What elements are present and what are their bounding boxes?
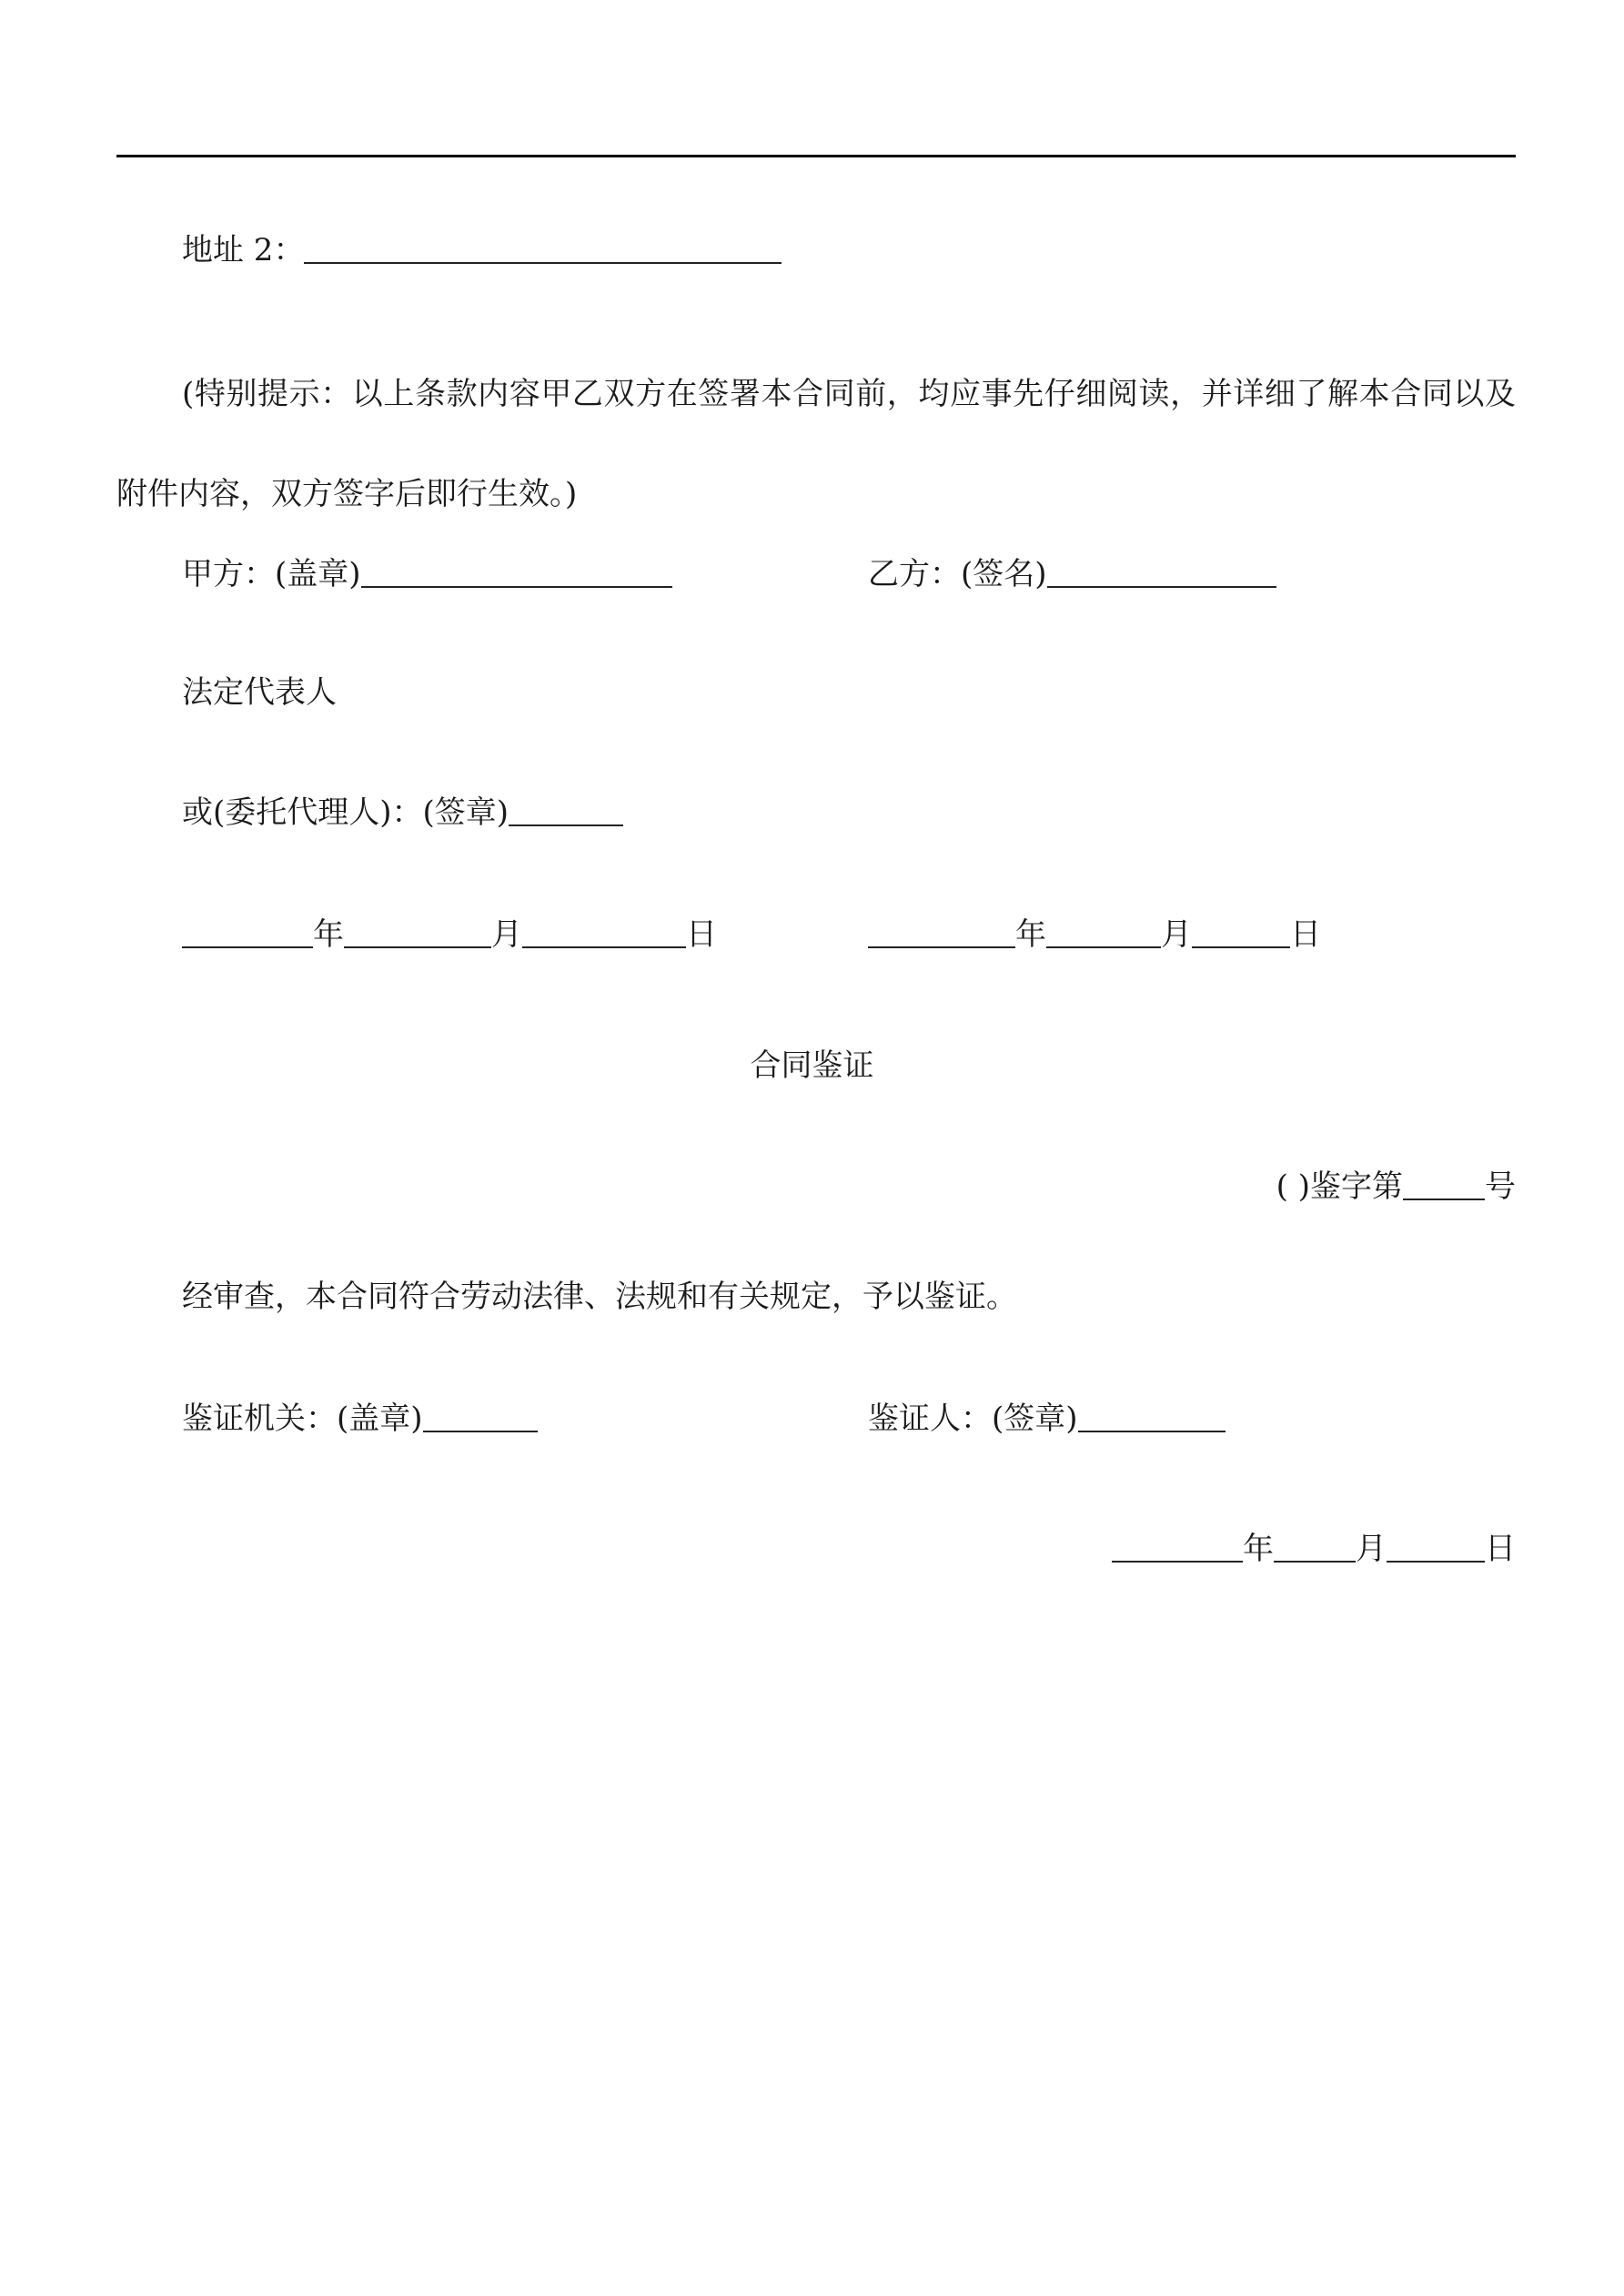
verifier-blank[interactable] <box>1078 1403 1226 1432</box>
v-date-day-blank[interactable] <box>1387 1533 1485 1563</box>
legal-representative: 法定代表人 <box>182 674 337 711</box>
verification-statement: 经审查，本合同符合劳动法律、法规和有关规定，予以鉴证。 <box>182 1279 1017 1315</box>
v-date-year: 年 <box>1243 1531 1274 1567</box>
date-a-day: 日 <box>686 916 717 953</box>
party-b-line <box>868 556 1276 592</box>
header-rule <box>116 155 1516 157</box>
address2-label: 地址 2： <box>182 232 305 268</box>
v-date-year-blank[interactable] <box>1112 1533 1243 1563</box>
date-b-month: 月 <box>1161 916 1192 953</box>
date-b-year: 年 <box>1015 916 1046 953</box>
date-a-month-blank[interactable] <box>344 919 491 948</box>
v-date-day: 日 <box>1485 1531 1516 1567</box>
authority-blank[interactable] <box>423 1403 538 1432</box>
agent-label: 或(委托代理人)：(签章) <box>182 794 509 831</box>
verifier-label: 鉴证人：(签章) <box>868 1401 1078 1437</box>
special-notice: (特别提示：以上条款内容甲乙双方在签署本合同前，均应事先仔细阅读，并详细了解本合同以及附件内容，双方签字后即行生效。) <box>116 376 1516 512</box>
party-a-line <box>182 556 672 592</box>
v-date-month-blank[interactable] <box>1274 1533 1356 1563</box>
date-b-day-blank[interactable] <box>1192 919 1290 948</box>
party-b-blank[interactable] <box>1047 559 1276 588</box>
party-a-blank[interactable] <box>361 559 672 588</box>
party-b-label: 乙方：(签名) <box>868 556 1047 592</box>
agent-blank[interactable] <box>509 797 623 826</box>
date-b-year-blank[interactable] <box>868 919 1015 948</box>
address2-line <box>182 232 782 268</box>
date-a-line <box>182 916 717 953</box>
ref-suffix: 号 <box>1485 1168 1516 1205</box>
ref-prefix: ( )鉴字第 <box>1276 1168 1403 1205</box>
date-b-day: 日 <box>1290 916 1321 953</box>
date-b-line <box>868 916 1321 953</box>
authority-line <box>182 1401 538 1437</box>
date-a-month: 月 <box>491 916 522 953</box>
address2-blank[interactable] <box>304 235 782 264</box>
date-b-month-blank[interactable] <box>1046 919 1161 948</box>
date-a-year: 年 <box>313 916 344 953</box>
date-a-year-blank[interactable] <box>182 919 313 948</box>
party-a-label: 甲方：(盖章) <box>182 556 361 592</box>
verification-title: 合同鉴证 <box>750 1047 874 1084</box>
ref-number-blank[interactable] <box>1403 1171 1485 1200</box>
verifier-line <box>868 1401 1226 1437</box>
verification-ref-line <box>1276 1161 1516 1206</box>
agent-line <box>182 794 623 831</box>
v-date-month: 月 <box>1356 1531 1387 1567</box>
date-a-day-blank[interactable] <box>522 919 686 948</box>
verification-date-line <box>1112 1523 1516 1568</box>
authority-label: 鉴证机关：(盖章) <box>182 1401 423 1437</box>
